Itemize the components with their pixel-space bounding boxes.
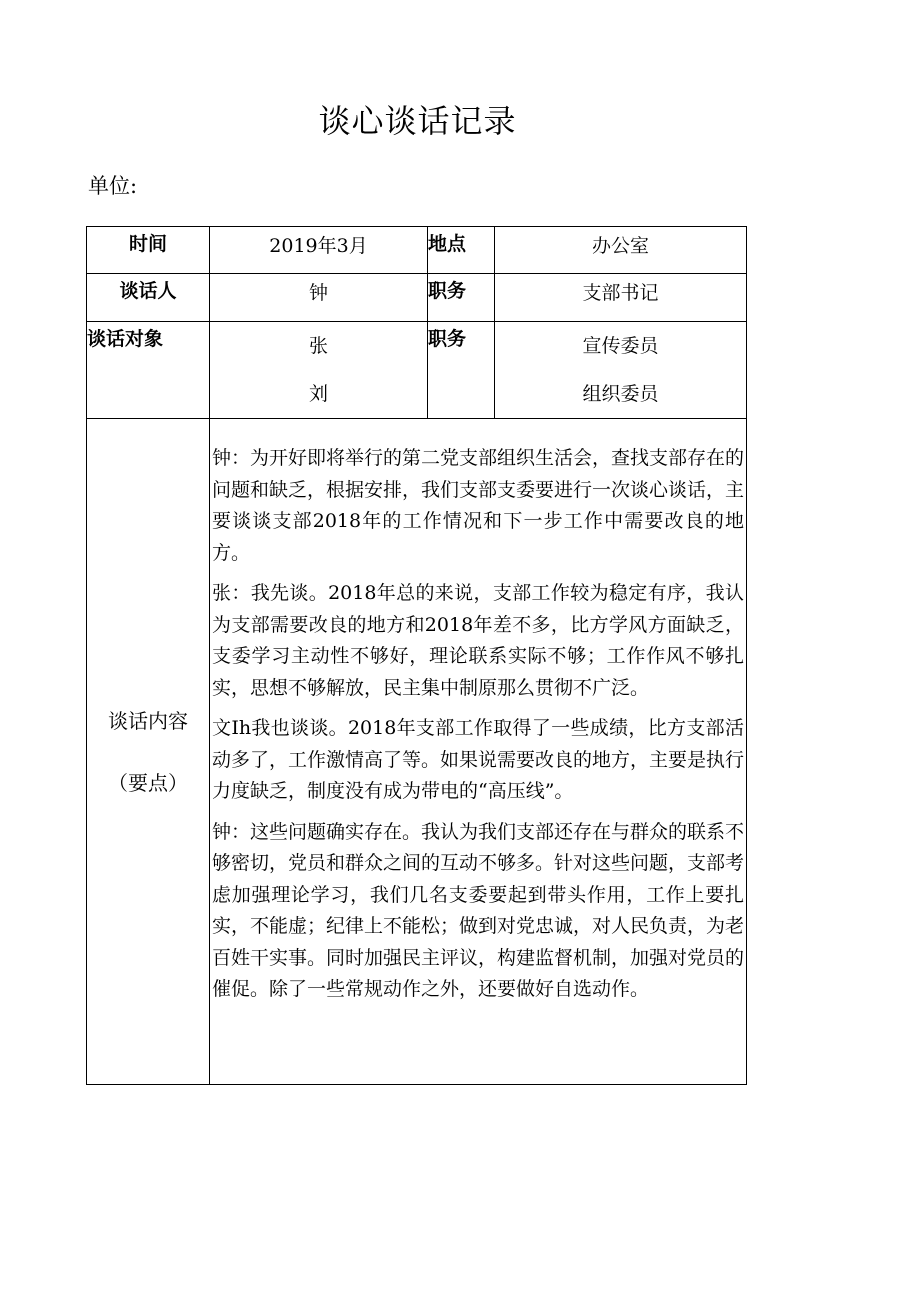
unit-label: 单位: <box>88 174 138 198</box>
speaker-label: 谈话人 <box>87 274 210 322</box>
target-positions <box>495 322 747 419</box>
document-title: 谈心谈话记录 <box>318 102 517 140</box>
target-names <box>210 322 428 419</box>
content-paragraph: 钟：这些问题确实存在。我认为我们支部还存在与群众的联系不够密切，党员和群众之间的互动不够多。针对这些问题，支部考虑加强理论学习，我们几名支委要起到带头作用，工作上要扎实，不能虚；纪律上不能松；做到对党忠诚，对人民负责，为老百姓干实事。同时加强民主评议，构建监督机制，加强对党员的催促。除了一些常规动作之外，还要做好自选动作。 <box>212 820 745 1000</box>
content-label <box>87 419 210 1085</box>
target-position-2: 组织委员 <box>582 383 659 405</box>
speaker-row <box>87 274 747 322</box>
time-value: 2019年3月 <box>210 227 428 274</box>
place-label: 地点 <box>428 227 495 274</box>
speaker-value: 钟 <box>210 274 428 322</box>
content-paragraph: 钟：为开好即将举行的第二党支部组织生活会，查找支部存在的问题和缺乏，根据安排，我们支部支委要进行一次谈心谈话，主要谈谈支部2018年的工作情况和下一步工作中需要改良的地方。 <box>212 447 745 564</box>
record-table <box>86 226 747 1085</box>
content-row <box>87 419 747 1085</box>
time-label: 时间 <box>87 227 210 274</box>
place-value: 办公室 <box>495 227 747 274</box>
target-position-label: 职务 <box>428 322 495 419</box>
time-row <box>87 227 747 274</box>
speaker-position-value: 支部书记 <box>495 274 747 322</box>
target-name-2: 刘 <box>308 383 328 405</box>
content-label-sub: （要点） <box>108 770 188 795</box>
target-position-1: 宣传委员 <box>582 335 659 357</box>
content-body <box>210 419 747 1085</box>
speaker-position-label: 职务 <box>428 274 495 322</box>
target-name-1: 张 <box>308 335 328 357</box>
content-label-main: 谈话内容 <box>108 708 188 733</box>
content-paragraph: 文Ih我也谈谈。2018年支部工作取得了一些成绩，比方支部活动多了，工作激情高了等。如果说需要改良的地方，主要是执行力度缺乏，制度没有成为带电的“高压线”。 <box>212 717 745 802</box>
target-row <box>87 322 747 419</box>
content-paragraph: 张：我先谈。2018年总的来说，支部工作较为稳定有序，我认为支部需要改良的地方和2018年差不多，比方学风方面缺乏，支委学习主动性不够好，理论联系实际不够；工作作风不够扎实，思想不够解放，民主集中制原那么贯彻不广泛。 <box>212 582 744 699</box>
target-label: 谈话对象 <box>87 322 210 419</box>
